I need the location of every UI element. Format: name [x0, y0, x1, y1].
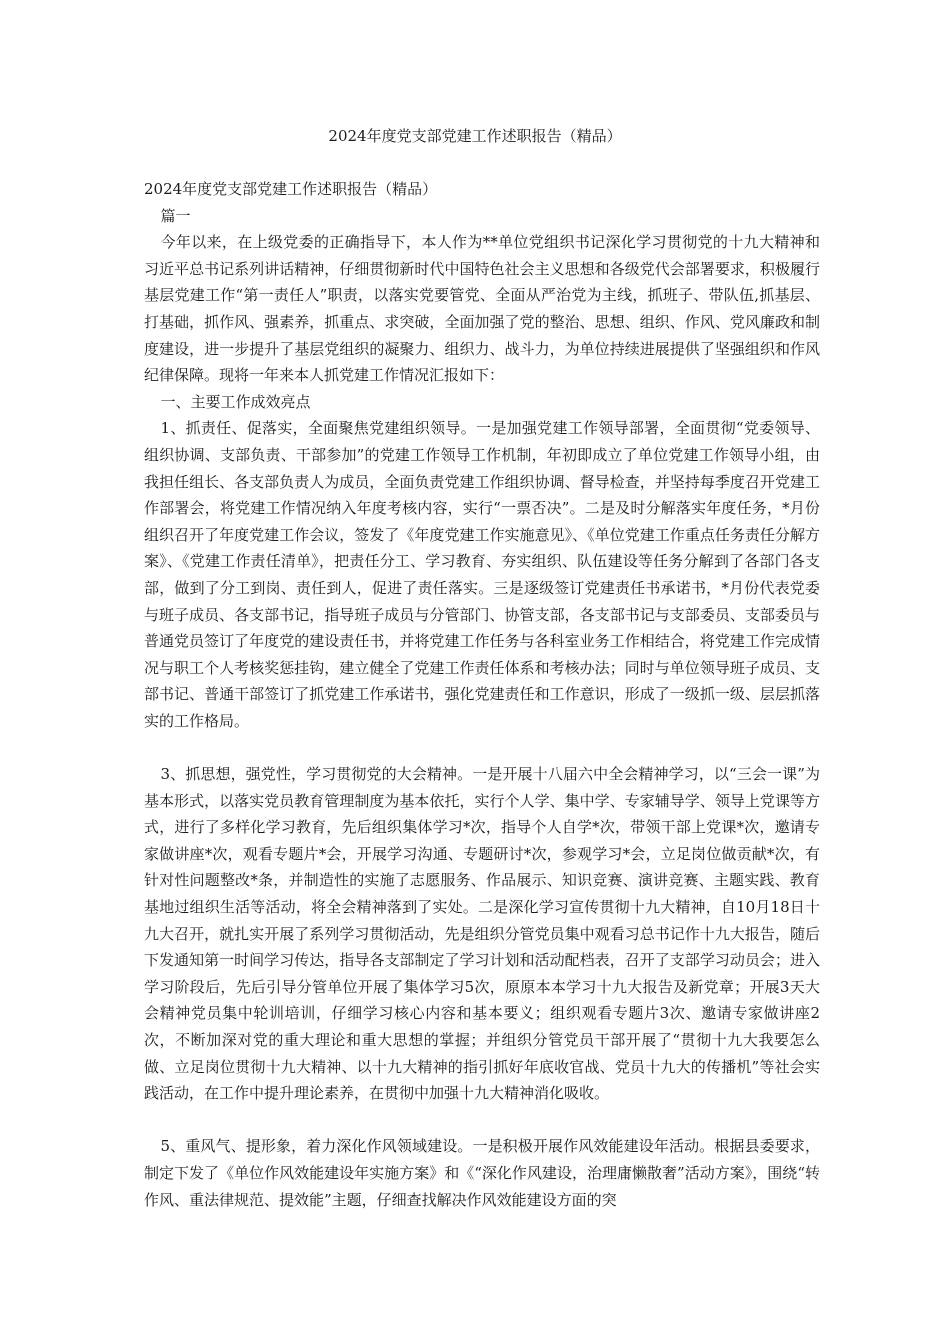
item-3-paragraph: 3、抓思想，强党性，学习贯彻党的大会精神。一是开展十八届六中全会精神学习，以“三会一课”为基本形式，以落实党员教育管理制度为基本依托，实行个人学、集中学、专家辅导学、领导上党课等方式，进行了多样化学习教育，先后组织集体学习*次，指导个人自学*次，带领干部上党课*次，邀请专家做讲座*次，观看专题片*会，开展学习沟通、专题研讨*次，参观学习*会，立足岗位做贡献*次，有针对性问题整改*条，并制造性的实施了志愿服务、作品展示、知识竞赛、演讲竞赛、主题实践、教育基地过组织生活等活动，将全会精神落到了实处。二是深化学习宣传贯彻十九大精神，自10月18日十九大召开，就扎实开展了系列学习贯彻活动，先是组织分管党员集中观看习总书记作十九大报告，随后下发通知第一时间学习传达，指导各支部制定了学习计划和活动配档表，召开了支部学习动员会；进入学习阶段后，先后引导分管单位开展了集体学习5次，原原本本学习十九大报告及新党章；开展3天大会精神党员集中轮训培训，仔细学习核心内容和基本要义；组织观看专题片3次、邀请专家做讲座2次，不断加深对党的重大理论和重大思想的掌握；并组织分管党员干部开展了“贯彻十九大我要怎么做、立足岗位贯彻十九大精神、以十九大精神的指引抓好年底收官战、党员十九大的传播机”等社会实践活动，在工作中提升理论素养，在贯彻中加强十九大精神消化吸收。: [144, 765, 820, 1103]
part-label: 篇一: [160, 206, 191, 225]
document-subtitle: 2024年度党支部党建工作述职报告（精品）: [144, 180, 438, 198]
intro-paragraph: 今年以来，在上级党委的正确指导下，本人作为**单位党组织书记深化学习贯彻党的十九大精神和习近平总书记系列讲话精神，仔细贯彻新时代中国特色社会主义思想和各级党代会部署要求，积极履行基层党建工作“第一责任人”职责，以落实党要管党、全面从严治党为主线，抓班子、带队伍,抓基层、打基础，抓作风、强素养，抓重点、求突破，全面加强了党的整治、思想、组织、作风、党风廉政和制度建设，进一步提升了基层党组织的凝聚力、组织力、战斗力，为单位持续进展提供了坚强组织和作风纪律保障。现将一年来本人抓党建工作情况汇报如下：: [144, 233, 820, 385]
document-body: [144, 176, 820, 1213]
item-5-paragraph: 5、重风气、提形象，着力深化作风领域建设。一是积极开展作风效能建设年活动。根据县委要求，制定下发了《单位作风效能建设年实施方案》和《“深化作风建设，治理庸懒散奢”活动方案》，围绕“转作风、重法律规范、提效能”主题，仔细查找解决作风效能建设方面的突: [144, 1137, 820, 1209]
item-1-paragraph: 1、抓责任、促落实，全面聚焦党建组织领导。一是加强党建工作领导部署，全面贯彻“党委领导、组织协调、支部负责、干部参加”的党建工作领导工作机制，年初即成立了单位党建工作领导小组，由我担任组长、各支部负责人为成员，全面负责党建工作组织协调、督导检查，并坚持每季度召开党建工作部署会，将党建工作情况纳入年度考核内容，实行“一票否决”。二是及时分解落实年度任务，*月份组织召开了年度党建工作会议，签发了《年度党建工作实施意见》、《单位党建工作重点任务责任分解方案》、《党建工作责任清单》，把责任分工、学习教育、夯实组织、队伍建设等任务分解到了各部门各支部，做到了分工到岗、责任到人，促进了责任落实。三是逐级签订党建责任书承诺书，*月份代表党委与班子成员、各支部书记，指导班子成员与分管部门、协管支部，各支部书记与支部委员、支部委员与普通党员签订了年度党的建设责任书，并将党建工作任务与各科室业务工作相结合，将党建工作完成情况与职工个人考核奖惩挂钩，建立健全了党建工作责任体系和考核办法；同时与单位领导班子成员、支部书记、普通干部签订了抓党建工作承诺书，强化党建责任和工作意识，形成了一级抓一级、层层抓落实的工作格局。: [144, 419, 820, 730]
document-title: 2024年度党支部党建工作述职报告（精品）: [328, 127, 622, 145]
section-heading: 一、主要工作成效亮点: [160, 392, 311, 411]
